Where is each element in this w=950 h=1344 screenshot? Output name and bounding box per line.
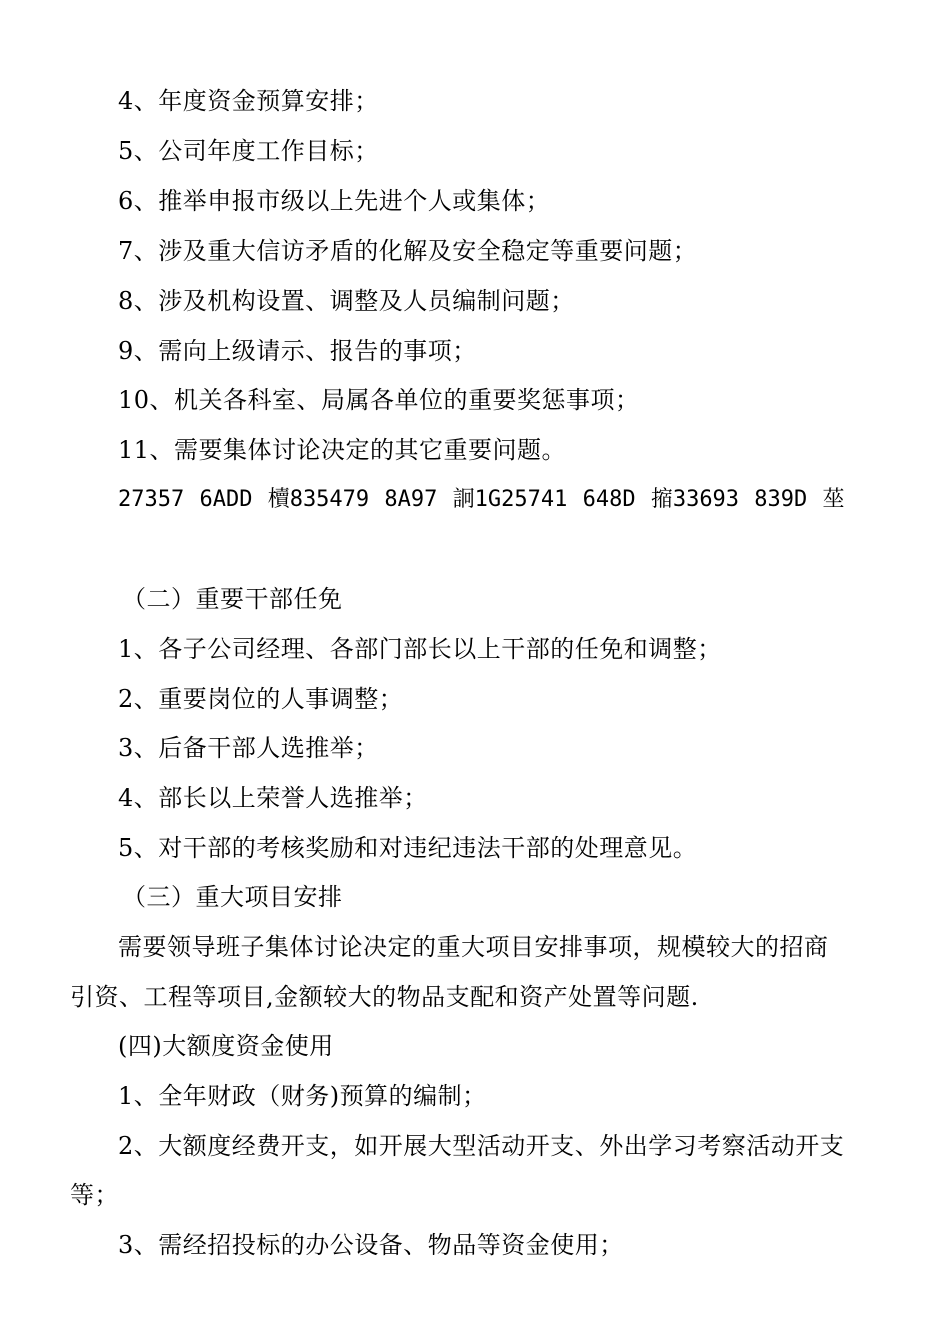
list-item-annual-budget: 4、年度资金预算安排； [118,87,379,115]
list-item-reserve-cadre: 3、后备干部人选推举； [118,734,379,762]
list-item-large-expenses-line-2: 等； [70,1181,119,1209]
list-item-petition-stability: 7、涉及重大信访矛盾的化解及安全稳定等重要问题； [118,237,698,265]
list-item-annual-goals: 5、公司年度工作目标； [118,137,379,165]
section-heading-large-funds: (四)大额度资金使用 [118,1032,334,1060]
list-item-other-important: 11、需要集体讨论决定的其它重要问题。 [118,436,567,464]
paragraph-major-projects-line-1: 需要领导班子集体讨论决定的重大项目安排事项，规模较大的招商 [118,933,829,961]
list-item-recommend-advanced: 6、推举申报市级以上先进个人或集体； [118,187,551,215]
garbled-code-line: 27357 6ADD 櫝835479 8A97 詗1G25741 648D 摍33693 839D 莝 [118,487,845,512]
list-item-tender-equipment: 3、需经招投标的办公设备、物品等资金使用； [118,1231,624,1259]
paragraph-major-projects-line-2: 引资、工程等项目,金额较大的物品支配和资产处置等问题. [70,983,699,1011]
list-item-large-expenses-line-1: 2、大额度经费开支，如开展大型活动开支、外出学习考察活动开支 [118,1132,845,1160]
section-heading-cadre-appointment: （二）重要干部任免 [122,585,343,613]
list-item-organization-setup: 8、涉及机构设置、调整及人员编制问题； [118,287,575,315]
list-item-report-superior: 9、需向上级请示、报告的事项； [118,337,477,365]
list-item-honor-candidates: 4、部长以上荣誉人选推举； [118,784,428,812]
list-item-personnel-adjustment: 2、重要岗位的人事调整； [118,685,404,713]
list-item-budget-preparation: 1、全年财政（财务)预算的编制； [118,1082,487,1110]
list-item-cadre-appointment: 1、各子公司经理、各部门部长以上干部的任免和调整； [118,635,722,663]
list-item-cadre-assessment: 5、对干部的考核奖励和对违纪违法干部的处理意见。 [118,834,698,862]
section-heading-major-projects: （三）重大项目安排 [122,883,343,911]
list-item-rewards-punishments: 10、机关各科室、局属各单位的重要奖惩事项； [118,386,640,414]
